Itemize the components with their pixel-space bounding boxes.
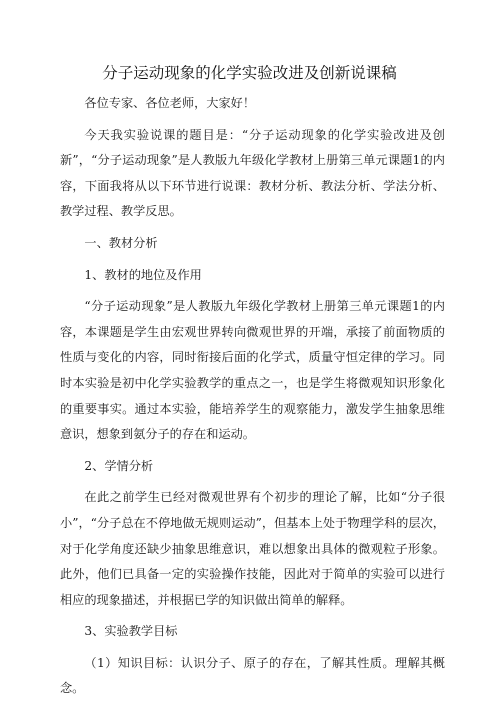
- document-body: [60, 91, 445, 708]
- intro-paragraph: 今天我实验说课的题目是：“分子运动现象的化学实验改进及创新”，“分子运动现象”是人教版九年级化学教材上册第三单元课题1的内容，下面我将从以下环节进行说课：教材分析、教法分析、学法分析、教学过程、教学反思。: [60, 127, 445, 219]
- subsection-heading-status-role: 1、教材的地位及作用: [84, 267, 202, 282]
- section-heading-textbook-analysis: 一、教材分析: [84, 235, 158, 250]
- subsection-heading-learner-analysis: 2、学情分析: [84, 458, 154, 473]
- knowledge-goal-paragraph: （1）知识目标：认识分子、原子的存在，了解其性质。理解其概念。: [60, 655, 445, 696]
- greeting-paragraph: 各位专家、各位老师，大家好！: [84, 96, 256, 110]
- subsection-heading-teaching-goals: 3、实验教学目标: [84, 624, 178, 639]
- learner-analysis-paragraph: 在此之前学生已经对微观世界有个初步的理论了解，比如“分子很小”，“分子总在不停地做无规则运动”，但基本上处于物理学科的层次，对于化学角度还缺少抽象思维意识，难以想象出具体的微观粒子形象。此外，他们已具备一定的实验操作技能，因此对于简单的实验可以进行相应的现象描述，并根据已学的知识做出简单的解释。: [60, 490, 445, 607]
- document-title: 分子运动现象的化学实验改进及创新说课稿: [102, 64, 397, 82]
- status-role-paragraph: “分子运动现象”是人教版九年级化学教材上册第三单元课题1的内容，本课题是学生由宏观世界转向微观世界的开端，承接了前面物质的性质与变化的内容，同时衔接后面的化学式，质量守恒定律的学习。同时本实验是初中化学实验教学的重点之一，也是学生将微观知识形象化的重要事实。通过本实验，能培养学生的观察能力，激发学生抽象思维意识，想象到氨分子的存在和运动。: [60, 299, 445, 442]
